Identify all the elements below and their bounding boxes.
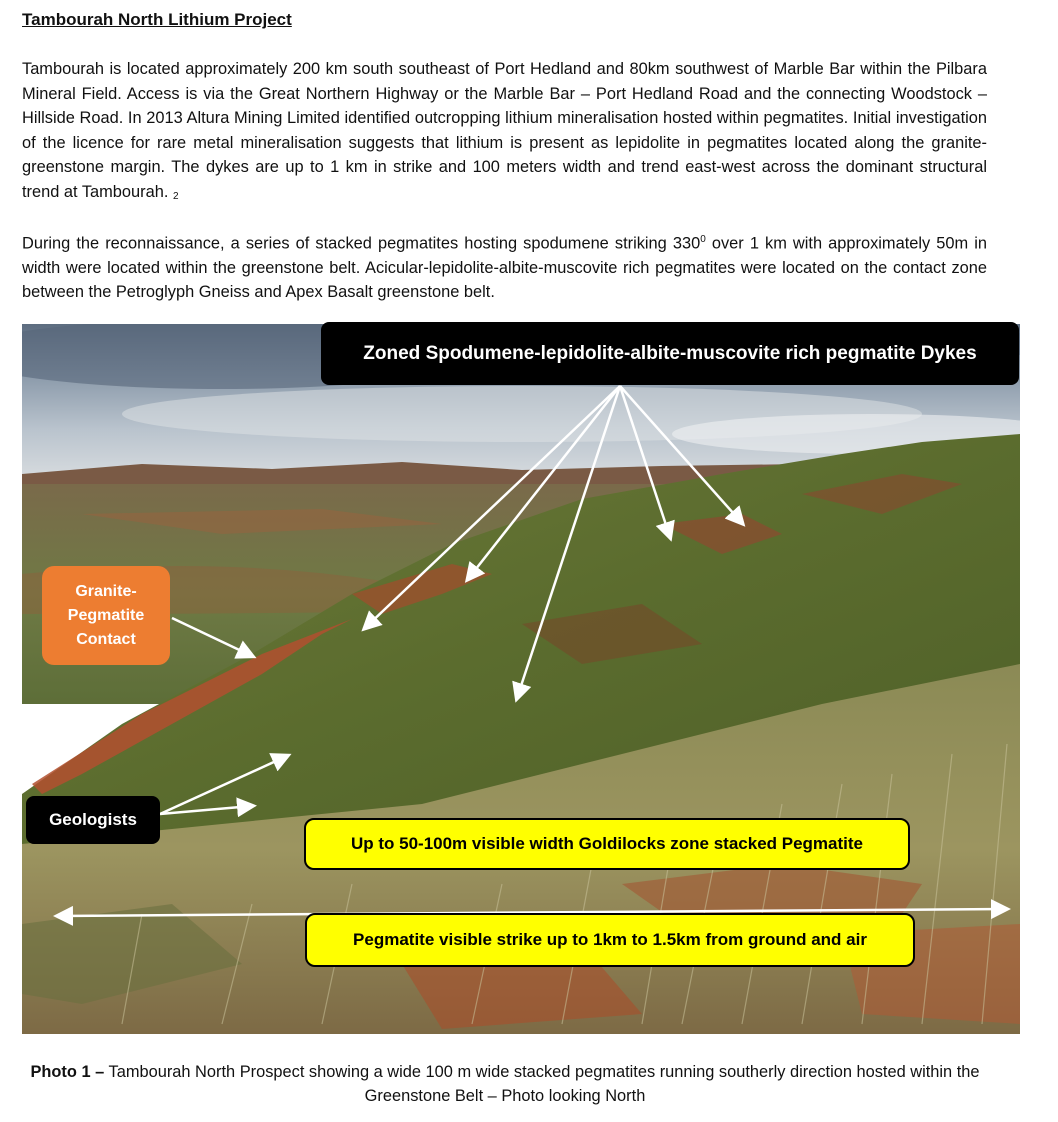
dykes-label: Zoned Spodumene-lepidolite-albite-muscovite rich pegmatite Dykes xyxy=(321,322,1019,385)
paragraph-reconnaissance-text-a: During the reconnaissance, a series of stacked pegmatites hosting spodumene striking 330 xyxy=(22,234,701,253)
paragraph-reconnaissance xyxy=(22,228,987,305)
photo-caption xyxy=(30,1060,980,1108)
geologists-label: Geologists xyxy=(26,796,160,844)
document-title: Tambourah North Lithium Project xyxy=(22,10,292,29)
caption-text: Tambourah North Prospect showing a wide 100 m wide stacked pegmatites running southerly direction hosted within the Greenstone Belt – Photo looking North xyxy=(104,1063,980,1105)
visible-width-label: Up to 50-100m visible width Goldilocks zone stacked Pegmatite xyxy=(304,818,910,870)
paragraph-reconnaissance-text-b: over 1 km with approximately 50m in width were located within the greenstone belt. Acicular-lepidolite-albite-muscovite rich pegmatites were located on the contact zone between the Petroglyph Gneiss and Apex Basalt greenstone belt. xyxy=(22,234,987,302)
paragraph-location xyxy=(22,57,987,209)
footnote-marker: 2 xyxy=(172,190,179,202)
caption-prefix: Photo 1 – xyxy=(30,1063,105,1081)
degree-superscript: 0 xyxy=(700,234,706,245)
granite-pegmatite-contact-label: Granite- Pegmatite Contact xyxy=(42,566,170,665)
paragraph-location-text: Tambourah is located approximately 200 km south southeast of Port Hedland and 80km southwest of Marble Bar within the Pilbara Mineral Field. Access is via the Great Northern Highway or the Marble Bar – Port Hedland Road and the connecting Woodstock – Hillside Road. In 2013 Altura Mining Limited identified outcropping lithium mineralisation hosted within pegmatites. Initial investigation of the licence for rare metal mineralisation suggests that lithium is present as lepidolite in pegmatites located along the granite-greenstone margin. The dykes are up to 1 km in strike and 100 meters width and trend east-west across the dominant structural trend at Tambourah. xyxy=(22,60,987,201)
visible-strike-label: Pegmatite visible strike up to 1km to 1.5km from ground and air xyxy=(305,913,915,967)
